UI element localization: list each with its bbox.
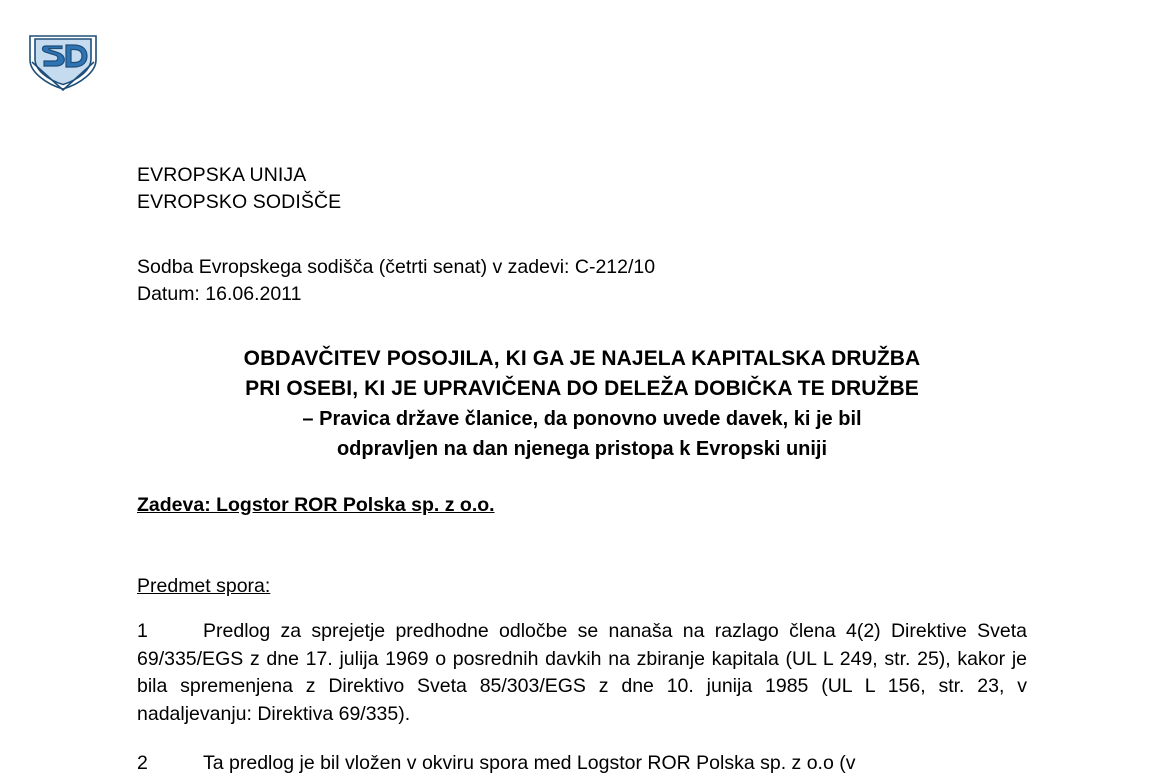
- title-line-2: PRI OSEBI, KI JE UPRAVIČENA DO DELEŽA DOBIČKA TE DRUŽBE: [245, 377, 919, 400]
- paragraph-1-text: Predlog za sprejetje predhodne odločbe se nanaša na razlago člena 4(2) Direktive Sveta 69/335/EGS z dne 17. julija 1969 o posrednih davkih na zbiranje kapitala (UL L 249, str. 25), kakor je bila spremenjena z Direktivo Sveta 85/303/EGS z dne 10. junija 1985 (UL L 156, str. 23, v nadaljevanju: Direktiva 69/335).: [137, 620, 1027, 725]
- title-line-1: OBDAVČITEV POSOJILA, KI GA JE NAJELA KAPITALSKA DRUŽBA: [243, 347, 921, 370]
- header-line-institution-1: EVROPSKA UNIJA: [137, 164, 307, 186]
- case-reference-line: Sodba Evropskega sodišča (četrti senat) v zadevi: C-212/10: [137, 256, 656, 278]
- paragraph-2: [137, 750, 1027, 778]
- date-line: Datum: 16.06.2011: [137, 283, 302, 305]
- document-header: [137, 162, 1027, 216]
- title-line-3: – Pravica države članice, da ponovno uvede davek, ki je bil: [302, 408, 862, 430]
- page-title: [137, 344, 1027, 464]
- document-meta: [137, 254, 1027, 308]
- paragraph-2-number: 2: [137, 752, 148, 774]
- header-line-institution-2: EVROPSKO SODIŠČE: [137, 191, 342, 213]
- paragraph-1-number: 1: [137, 620, 148, 642]
- section-heading-subject: [137, 575, 1027, 598]
- case-subject-text: Zadeva: Logstor ROR Polska sp. z o.o.: [137, 494, 495, 516]
- sd-shield-logo: [22, 26, 104, 92]
- section-heading-subject-text: Predmet spora:: [137, 575, 271, 597]
- paragraph-2-text: Ta predlog je bil vložen v okviru spora med Logstor ROR Polska sp. z o.o (v: [203, 752, 856, 774]
- document-body: [137, 162, 1027, 778]
- paragraph-1: [137, 618, 1027, 728]
- title-line-4: odpravljen na dan njenega pristopa k Evropski uniji: [336, 438, 828, 460]
- case-subject: [137, 494, 1027, 517]
